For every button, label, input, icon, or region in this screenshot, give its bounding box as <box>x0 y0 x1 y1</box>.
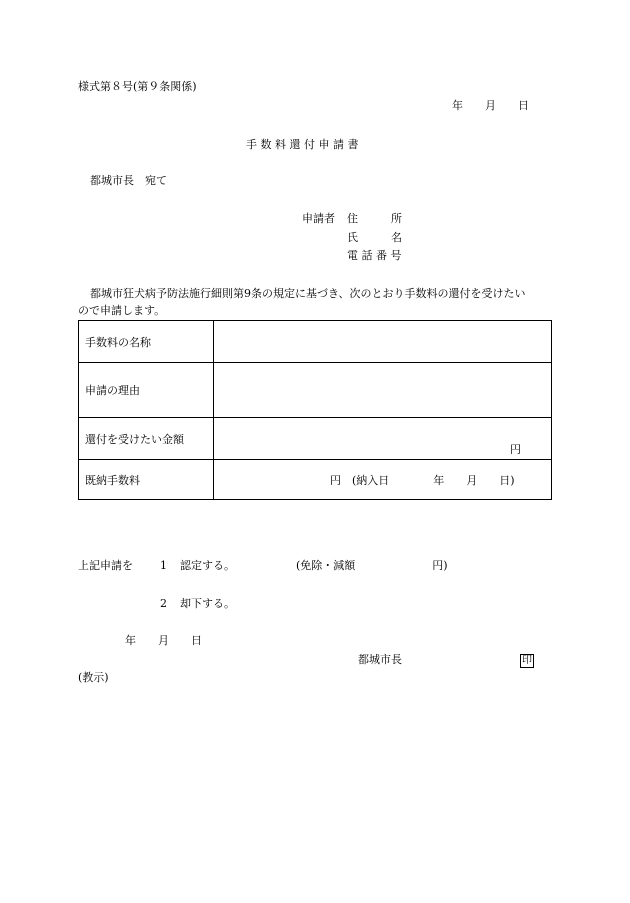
addressee: 都城市長 宛て <box>90 174 167 187</box>
body-text-line1: 都城市狂犬病予防法施行細則第9条の規定に基づき、次のとおり手数料の還付を受けたい <box>90 287 526 300</box>
option1-note: (免除・減額 円) <box>296 559 448 572</box>
table-row <box>79 363 552 418</box>
mayor-label: 都城市長 <box>358 653 402 666</box>
yen-unit: 円 <box>510 443 521 456</box>
instruction-label: (教示) <box>78 671 109 684</box>
page-title: 手 数 料 還 付 申 請 書 <box>246 138 359 151</box>
name-label: 氏 名 <box>347 231 402 244</box>
paid-fee-label: 既納手数料 <box>79 460 214 500</box>
paid-fee-field[interactable]: 円 (納入日 年 月 日) <box>214 460 552 500</box>
option2-number: 2 <box>160 597 167 610</box>
applicant-label: 申請者 <box>302 212 335 225</box>
seal-mark <box>520 653 534 668</box>
table-row <box>79 460 552 500</box>
body-text-line2: ので申請します。 <box>78 304 166 317</box>
option1-number: 1 <box>160 559 167 572</box>
seal-icon: 印 <box>522 655 532 666</box>
table-row <box>79 321 552 363</box>
table-row <box>79 418 552 460</box>
reason-field[interactable] <box>214 363 552 418</box>
decision-date: 年 月 日 <box>125 634 202 647</box>
address-label: 住 所 <box>347 212 402 225</box>
refund-amount-field[interactable] <box>214 418 552 460</box>
refund-amount-label: 還付を受けたい金額 <box>79 418 214 460</box>
date-line: 年 月 日 <box>452 99 529 112</box>
reason-label: 申請の理由 <box>79 363 214 418</box>
form-number: 様式第８号(第９条関係) <box>78 80 197 93</box>
phone-label: 電 話 番 号 <box>347 249 402 262</box>
refund-table <box>78 320 552 500</box>
option1-text: 認定する。 <box>180 559 235 572</box>
decision-prefix: 上記申請を <box>78 559 133 572</box>
fee-name-label: 手数料の名称 <box>79 321 214 363</box>
fee-name-field[interactable] <box>214 321 552 363</box>
option2-text: 却下する。 <box>180 597 235 610</box>
